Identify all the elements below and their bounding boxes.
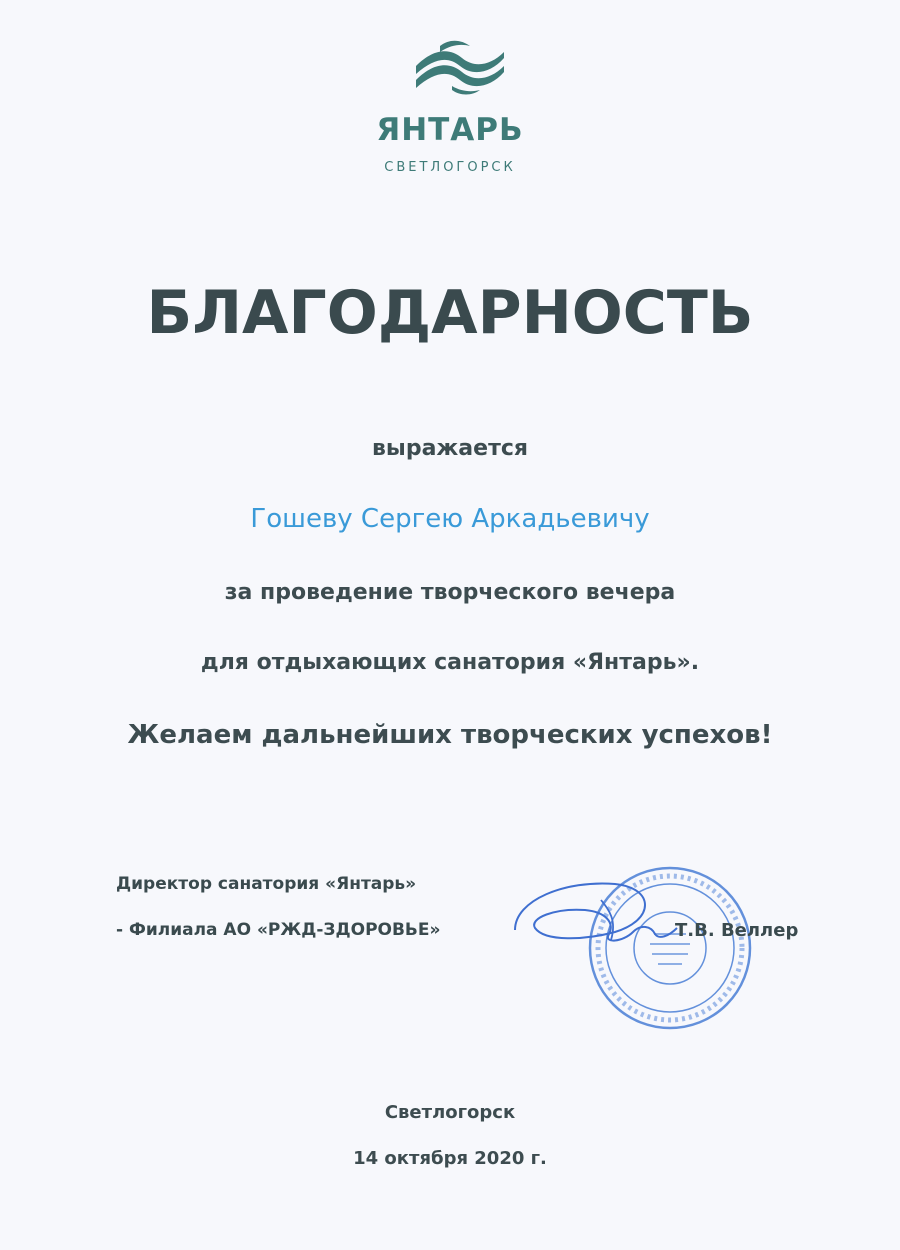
recipient-name: Гошеву Сергею Аркадьевичу	[250, 504, 650, 534]
signer-position-line-1: Директор санатория «Янтарь»	[116, 874, 417, 894]
signer-name: Т.В. Веллер	[675, 920, 799, 941]
footer-city: Светлогорск	[384, 1102, 516, 1123]
expressed-text: выражается	[372, 436, 528, 461]
signer-position-line-2: - Филиала АО «РЖД-ЗДОРОВЬЕ»	[116, 920, 441, 940]
waves-logo-icon	[410, 36, 510, 98]
reason-line-1: за проведение творческого вечера	[224, 580, 676, 605]
wish-text: Желаем дальнейших творческих успехов!	[127, 720, 773, 750]
brand-city: СВЕТЛОГОРСК	[384, 160, 516, 175]
brand-name: ЯНТАРЬ	[376, 112, 524, 148]
reason-line-2: для отдыхающих санатория «Янтарь».	[200, 650, 700, 675]
footer-date: 14 октября 2020 г.	[353, 1148, 547, 1169]
document-title: БЛАГОДАРНОСТЬ	[146, 278, 754, 348]
handwritten-signature-icon	[505, 870, 685, 965]
